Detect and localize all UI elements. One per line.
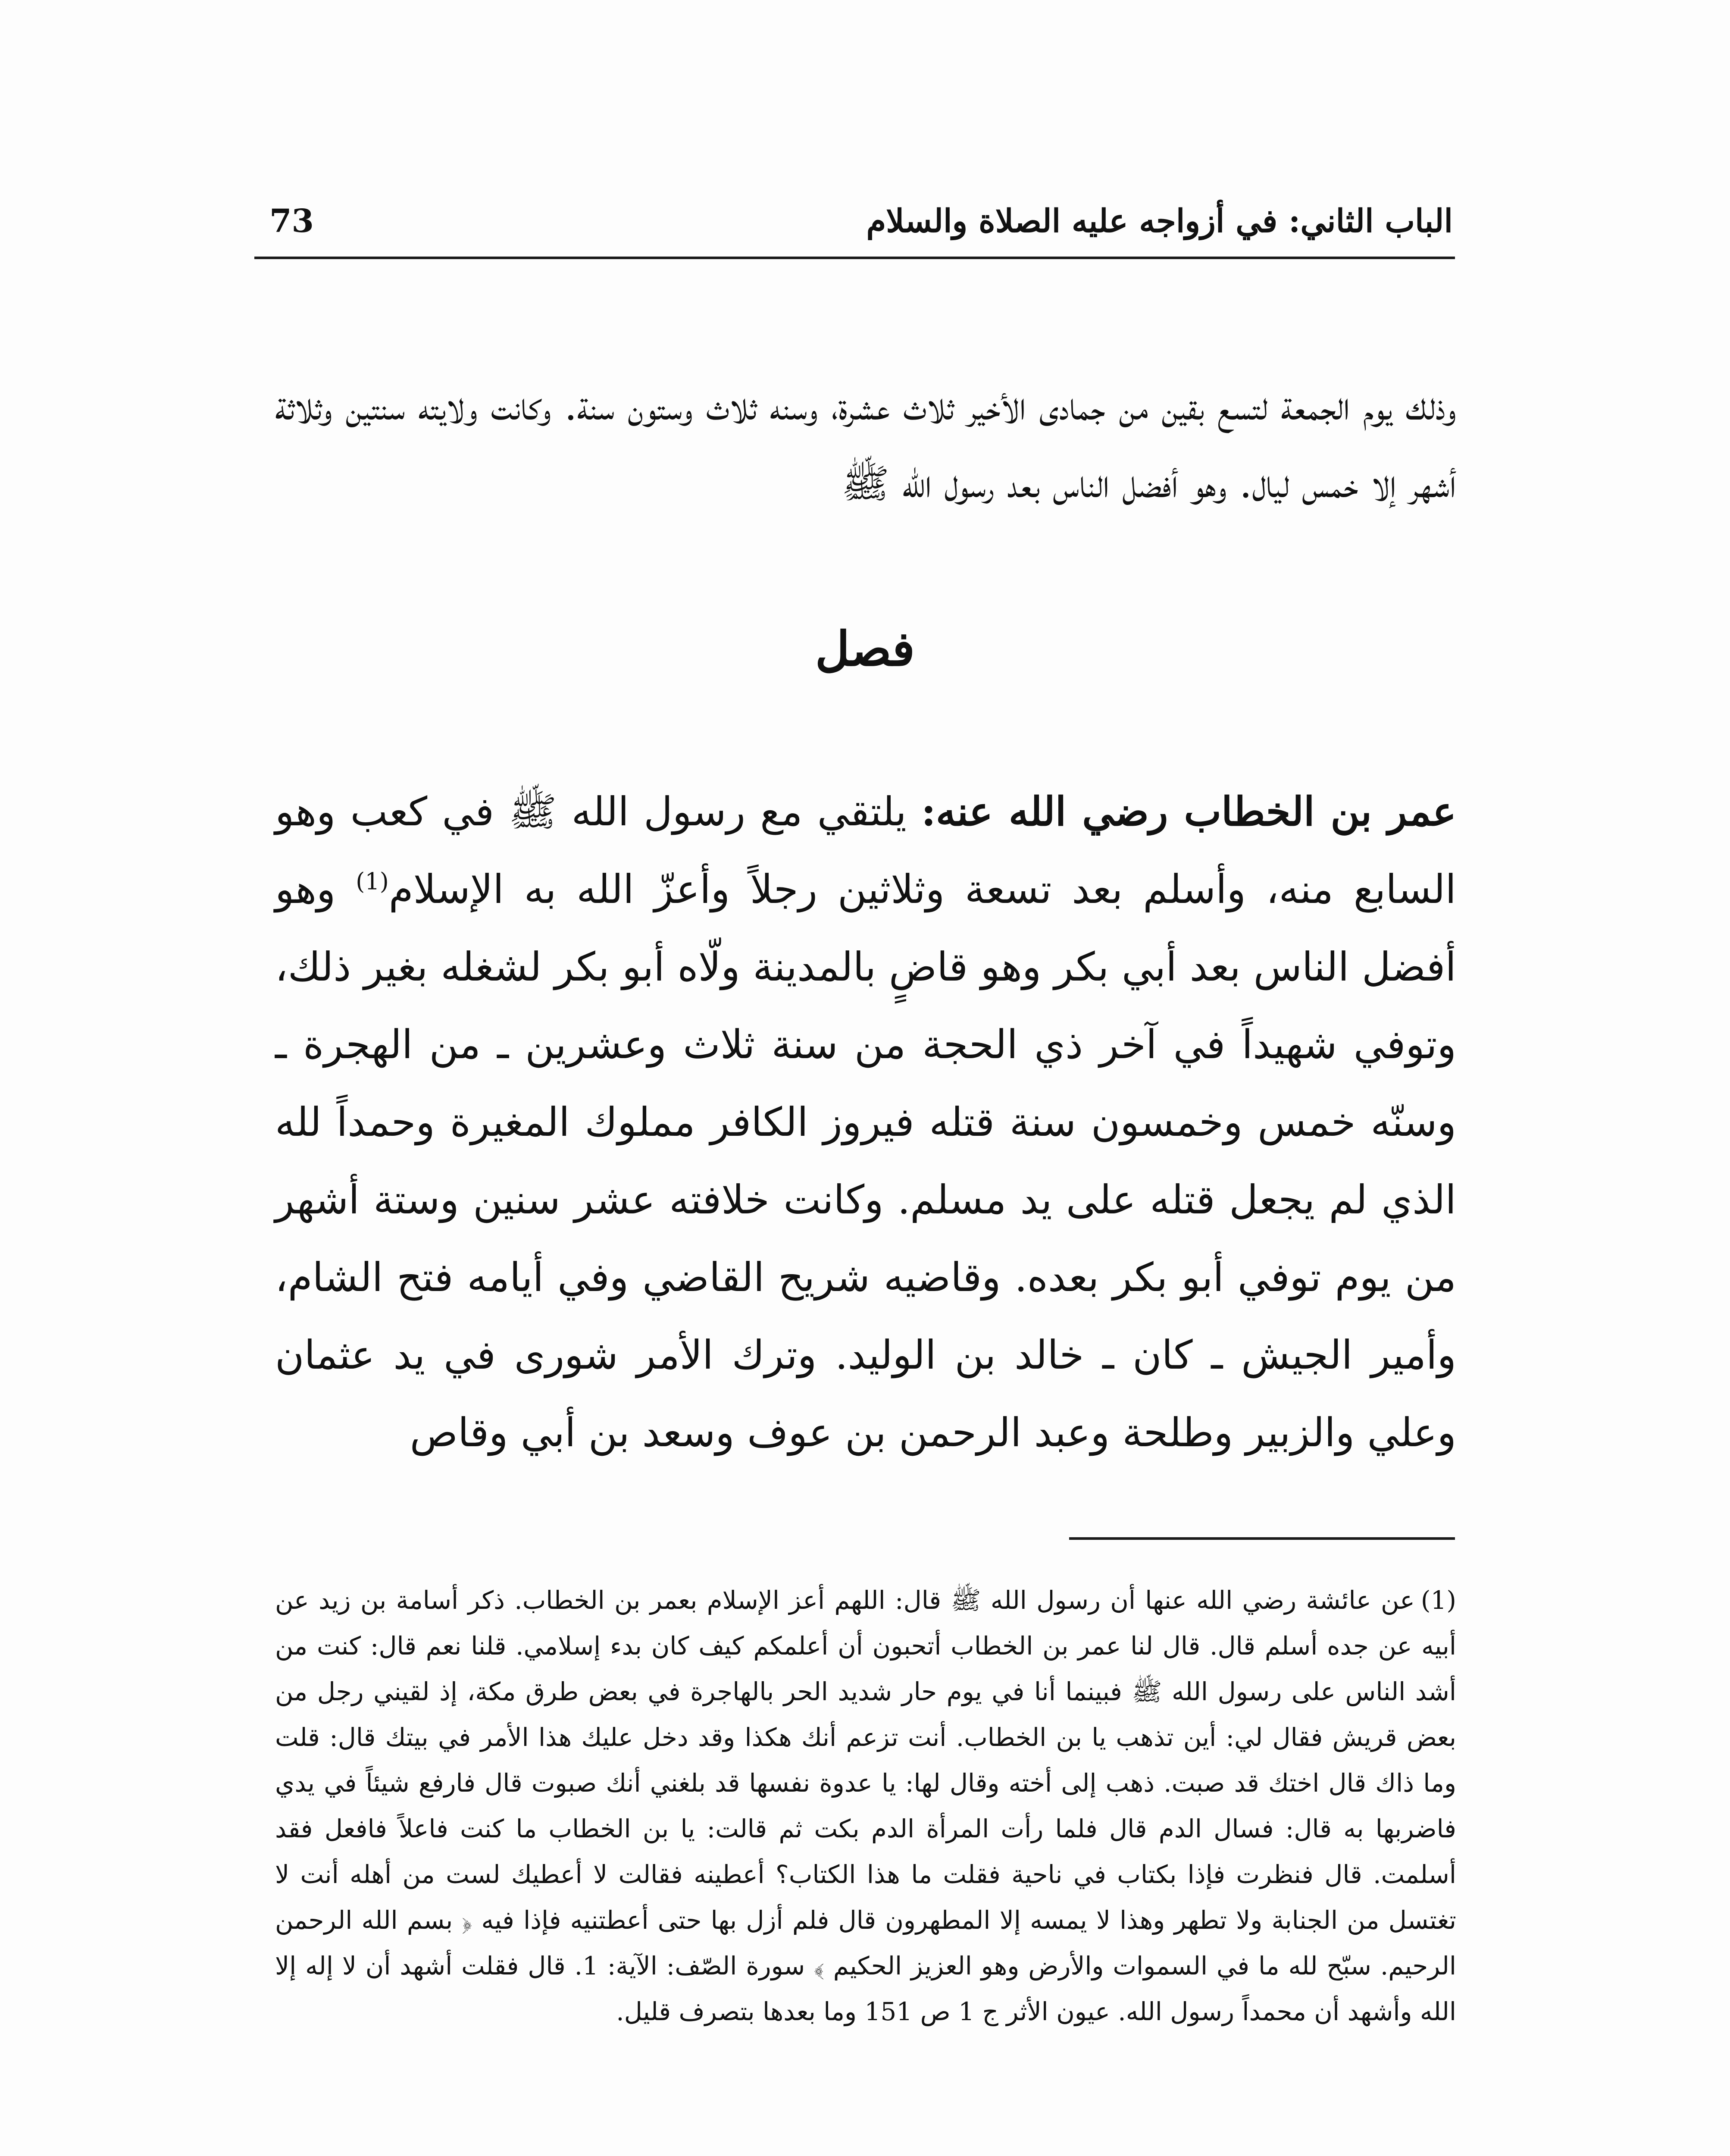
body-paragraph-2 — [275, 773, 1456, 1472]
chapter-title: الباب الثاني: في أزواجه عليه الصلاة والسلام — [866, 203, 1453, 240]
body-paragraph-1: وذلك يوم الجمعة لتسع بقين من جمادى الأخير ثلاث عشرة، وسنه ثلاث وستون سنة. وكانت ولايته سنتين وثلاثة أشهر إلا خمس ليال. وهو أفضل الناس بعد رسول الله ﷺ — [275, 383, 1456, 507]
footnote-divider — [1069, 1537, 1455, 1540]
footnote-marker: (1) — [1420, 1586, 1457, 1615]
paragraph-text-part1: يلتقي مع رسول الله ﷺ في كعب وهو السابع منه، وأسلم بعد تسعة وثلاثين رجلاً وأعزّ الله به الإسلام — [275, 789, 1456, 912]
header-divider — [254, 257, 1455, 259]
section-heading: فصل — [815, 621, 915, 677]
footnote-text: عن عائشة رضي الله عنها أن رسول الله ﷺ قال: اللهم أعز الإسلام بعمر بن الخطاب. ذكر أسامة بن زيد عن أبيه عن جده أسلم قال. قال لنا عمر بن الخطاب أتحبون أن أعلمكم كيف كان بدء إسلامي. قلنا نعم قال: كنت من أشد الناس على رسول الله ﷺ فبينما أنا في يوم حار شديد الحر بالهاجرة في بعض طرق مكة، إذ لقيني رجل من بعض قريش فقال لي: أين تذهب يا بن الخطاب. أنت تزعم أنك هكذا وقد دخل عليك هذا الأمر في بيتك قال: قلت وما ذاك قال اختك قد صبت. ذهب إلى أخته وقال لها: يا عدوة نفسها قد بلغني أنك صبوت قال فارفع شيئاً في يدي فاضربها به قال: فسال الدم قال فلما رأت المرأة الدم بكت ثم قالت: يا بن الخطاب ما كنت فاعلاً فافعل فقد أسلمت. قال فنظرت فإذا بكتاب في ناحية فقلت ما هذا الكتاب؟ أعطينه فقالت لا أعطيك لست من أهله أنت لا تغتسل من الجنابة ولا تطهر وهذا لا يمسه إلا المطهرون قال فلم أزل بها حتى أعطتنيه فإذا فيه ﴿ بسم الله الرحمن الرحيم. سبّح لله ما في السموات والأرض وهو العزيز الحكيم ﴾ سورة الصّف: الآية: 1. قال فقلت أشهد أن لا إله إلا الله وأشهد أن محمداً رسول الله. عيون الأثر ج 1 ص 151 وما بعدها بتصرف قليل. — [275, 1586, 1457, 2026]
paragraph-text-part2: وهو أفضل الناس بعد أبي بكر وهو قاضٍ بالمدينة ولّاه أبو بكر لشغله بغير ذلك، وتوفي شهيداً في آخر ذي الحجة من سنة ثلاث وعشرين ـ من الهجرة ـ وسنّه خمس وخمسون سنة قتله فيروز الكافر مملوك المغيرة وحمداً لله الذي لم يجعل قتله على يد مسلم. وكانت خلافته عشر سنين وستة أشهر من يوم توفي أبو بكر بعده. وقاضيه شريح القاضي وفي أيامه فتح الشام، وأمير الجيش ـ كان ـ خالد بن الوليد. وترك الأمر شورى في يد عثمان وعلي والزبير وطلحة وعبد الرحمن بن عوف وسعد بن أبي وقاص — [275, 866, 1456, 1456]
running-header — [259, 203, 1453, 250]
page-number: 73 — [269, 203, 314, 240]
footnote — [275, 1577, 1456, 2034]
paragraph-lead: عمر بن الخطاب رضي الله عنه: — [921, 788, 1456, 835]
footnote-reference: (1) — [356, 868, 389, 895]
